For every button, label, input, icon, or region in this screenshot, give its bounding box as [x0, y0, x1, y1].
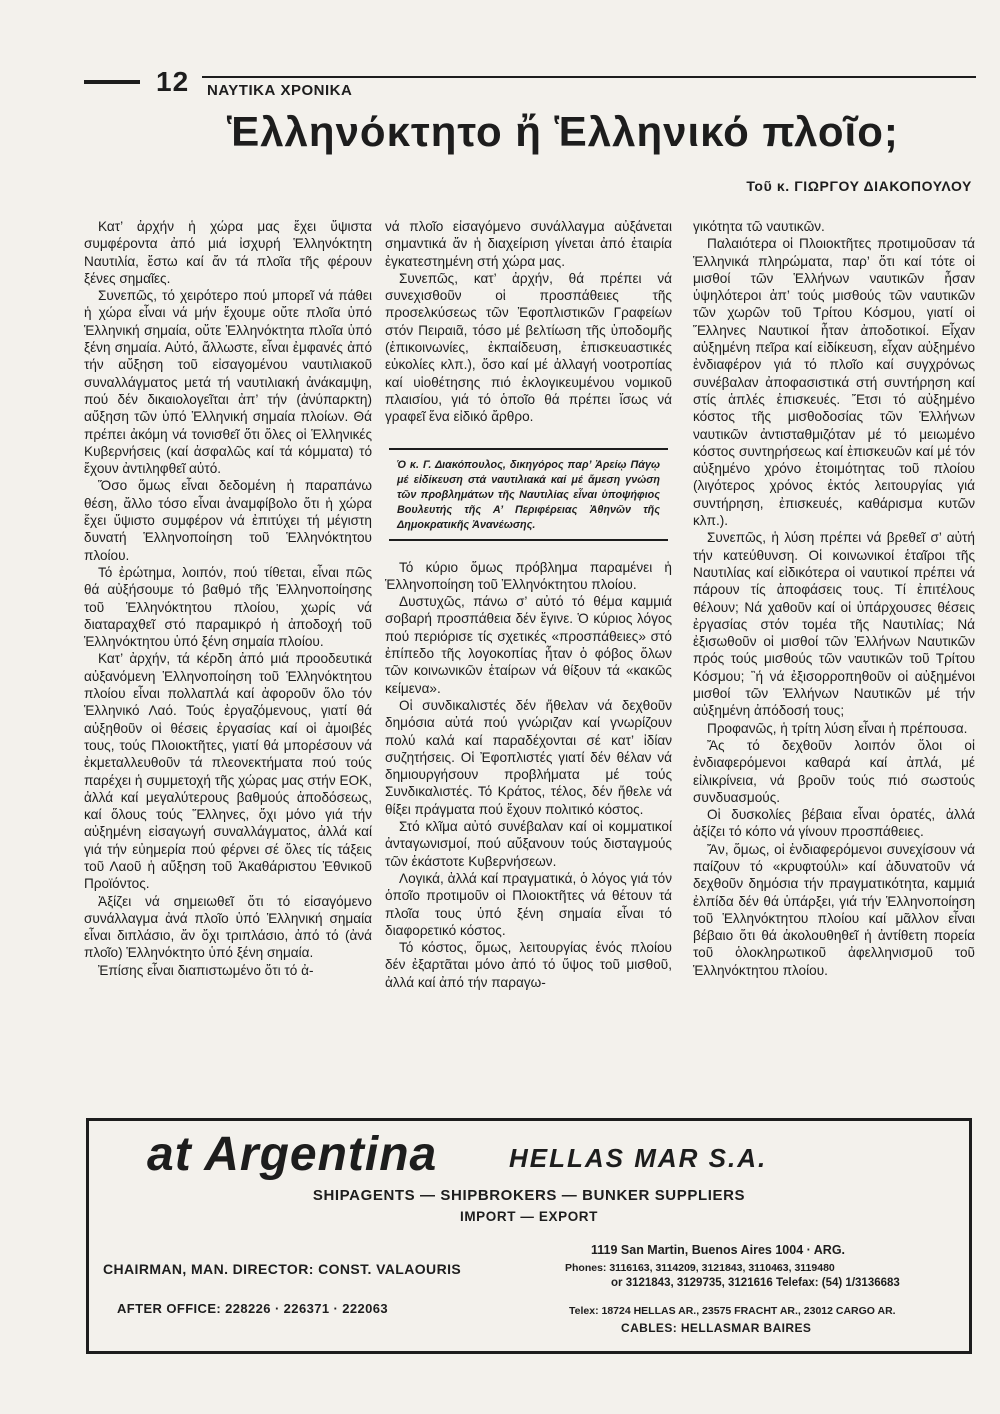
paragraph: Συνεπῶς, κατ’ ἀρχήν, θά πρέπει νά συνεχισθοῦν οἱ προσπάθειες τῆς προσελκύσεως τῶν Ἐφοπλιστικῶν Γραφείων στόν Πειραιᾶ, τόσο μέ βελτίωση τῆς ὑποδομῆς (ἐπικοινωνίες, ἐκπαίδευση, ἐπισκευαστικές εὐκολίες κλπ.), ὅσο καί μέ ἀλλαγή νοοτροπίας καί υἱοθέτησης πιό ἐκλογικευμένου νομικοῦ πλαισίου, γιά τό ὁποῖο θά πρέπει ἴσως νά γραφεῖ ἕνα εἰδικό ἄρθρο.: [385, 270, 672, 425]
paragraph: νά πλοῖο εἰσαγόμενο συνάλλαγμα αὐξάνεται σημαντικά ἄν ἡ διαχείριση γίνεται ἀπό ἑταιρία ἐγκατεστημένη στή χώρα μας.: [385, 219, 672, 269]
article-title: Ἑλληνόκτητο ἤ Ἑλληνικό πλοῖο;: [227, 108, 899, 155]
ad-after-office: AFTER OFFICE: 228226 · 226371 · 222063: [117, 1301, 388, 1316]
paragraph: Οἱ συνδικαλιστές δέν ἤθελαν νά δεχθοῦν δημόσια αὐτά πού γνώριζαν καί γνωρίζουν πολύ καλά καί παραδέχονται σέ κατ’ ἰδίαν συζητήσεις. Οἱ Ἐφοπλιστές γιατί δέν θέλαν νά δημιουργήσουν προβλήματα μέ τούς Συνδικαλιστές. Τό Κράτος, τέλος, δέν ἤθελε νά θίξει πράγματα πού ἔχουν πολιτικό κόστος.: [385, 697, 672, 817]
page-number: 12: [156, 66, 190, 97]
header-line: [202, 76, 976, 78]
paragraph: Λογικά, ἀλλά καί πραγματικά, ὁ λόγος γιά τόν ὁποῖο προτιμοῦν οἱ Πλοιοκτῆτες νά θέτουν τά πλοῖα τους ὑπό ξένη σημαία εἶναι τό διαφορετικό κόστος.: [385, 870, 672, 938]
ad-phones-fax: or 3121843, 3129735, 3121616 Telefax: (54) 1/3136683: [611, 1277, 900, 1289]
ad-telex: Telex: 18724 HELLAS AR., 23575 FRACHT AR., 23012 CARGO AR.: [569, 1305, 896, 1317]
ad-trade: IMPORT — EXPORT: [459, 1209, 598, 1224]
ad-logo-text: at Argentina: [147, 1128, 438, 1181]
paragraph: Συνεπῶς, τό χειρότερο πού μπορεῖ νά πάθει ἡ χώρα εἶναι νά μήν ἔχουμε οὔτε πλοῖα ὑπό Ἑλληνική σημαία, οὔτε Ἑλληνόκτητα πλοῖα ὑπό ξένη σημαία. Αὐτό, ἄλλωστε, εἶναι ἐμφανές ἀπό τήν αὔξηση τοῦ εἰσαγομένου ναυτιλιακοῦ συναλλάγματος μετά τή ναυτιλιακή ἀνάκαμψη, πού δέν δικαιολογεῖται ἀπ’ τήν (ἀνύπαρκτη) αὔξηση τῶν ὑπό Ἑλληνική σημαία πλοίων. Θά πρέπει ἀκόμη νά τονισθεῖ ὅτι ὅλες οἱ Ἑλληνικές Κυβερνήσεις (καί ἀσφαλῶς καί τά κόμματα) τό ἔχουν ἀντιληφθεῖ αὐτό.: [84, 288, 372, 477]
ad-address: 1119 San Martin, Buenos Aires 1004 · ARG.: [591, 1243, 846, 1257]
article-column-3: [693, 218, 975, 979]
paragraph: Οἱ δυσκολίες βέβαια εἶναι ὁρατές, ἀλλά ἀξίζει τό κόπο νά γίνουν προσπάθειες.: [693, 807, 975, 840]
paragraph: Ἐπίσης εἶναι διαπιστωμένο ὅτι τό ἀ-: [98, 962, 314, 978]
paragraph: Ἀξίζει νά σημειωθεῖ ὅτι τό εἰσαγόμενο συνάλλαγμα ἀνά πλοῖο ὑπό Ἑλληνική σημαία εἶναι διπλάσιο, ἄν ὄχι τριπλάσιο, ἀπό τό (ἀνά πλοῖο) Ἑλληνόκτητο ὑπό ξένη σημαία.: [84, 893, 372, 961]
author-bio-box: Ὁ κ. Γ. Διακόπουλος, δικηγόρος παρ’ Ἀρείῳ Πάγῳ μέ εἰδίκευση στά ναυτιλιακά καί μέ ἄμεση γνώση τῶν προβλημάτων τῆς Ναυτιλίας εἶναι ὑποψήφιος Βουλευτής τῆς Α’ Περιφέρειας Ἀθηνῶν τῆς Δημοκρατικῆς Ἀνανέωσης.: [389, 448, 668, 541]
paragraph: Ἄν, ὅμως, οἱ ἐνδιαφερόμενοι συνεχίσουν νά παίζουν τό «κρυφτούλι» καί ἀδυνατοῦν νά δεχθοῦν δημόσια τήν πραγματικότητα, καμμιά ἐλπίδα δέν θά ὑπάρξει, γιά τήν Ἑλληνοποίηση τοῦ Ἑλληνόκτητου πλοίου καί μᾶλλον εἶναι βέβαιο ὅτι θά ἀκολουθηθεῖ ἡ ἀντίθετη πορεία τοῦ ὁλοκληρωτικοῦ ἀφελληνισμοῦ τοῦ Ἑλληνόκτητου πλοίου.: [693, 841, 975, 978]
article-byline: Τοῦ κ. ΓΙΩΡΓΟΥ ΔΙΑΚΟΠΟΥΛΟΥ: [746, 178, 972, 194]
paragraph: Παλαιότερα οἱ Πλοιοκτῆτες προτιμοῦσαν τά Ἑλληνικά πληρώματα, παρ’ ὅτι καί τότε οἱ μισθοί τῶν Ἑλλήνων ναυτικῶν ἦσαν ὑψηλότεροι ἀπ’ τούς μισθούς τῶν ναυτικῶν τῶν χωρῶν τοῦ Τρίτου Κόσμου, γιατί οἱ Ἕλληνες Ναυτικοί ἦταν ἀποδοτικοί. Εἶχαν αὐξημένη πεῖρα καί εἰδίκευση, εἶχαν αὐξημένο ἐνδιαφέρον γιά τό πλοῖο καί συγχρόνως συνέβαλαν ἀποφασιστικά στή συντήρηση καί στίς ἁπλές ἐπισκευές. Ἔτσι τό αὐξημένο κόστος τῆς μισθοδοσίας τῶν Ἑλλήνων ναυτικῶν ἀντισταθμιζόταν μέ τό μειωμένο κόστος συντηρήσεως καί ἐπισκευῶν καί μέ τόν αὐξημένο χρόνο ἑτοιμότητας τοῦ πλοίου (λιγότερος χρόνος ἐκτός λειτουργίας γιά συντήρηση, ἐπισκευές, καθάρισμα κυτῶν κλπ.).: [693, 236, 975, 529]
ad-cables: CABLES: HELLASMAR BAIRES: [621, 1321, 812, 1335]
publication-name: ΝΑΥΤΙΚΑ ΧΡΟΝΙΚΑ: [207, 82, 353, 99]
paragraph: Κατ’ ἀρχήν, τά κέρδη ἀπό μιά προοδευτικά αὐξανόμενη Ἑλληνοποίηση τοῦ Ἑλληνόκτητου πλοίου εἶναι πολλαπλά καί ἀφοροῦν ὅλο τόν Ἑλληνικό Λαό. Τούς ἐργαζόμενους, γιατί θά αὐξηθοῦν οἱ θέσεις ἐργασίας καί οἱ ἀμοιβές τους, τούς Πλοιοκτῆτες, γιατί θά μπορέσουν νά ἐκμεταλλευθοῦν τά πλεονεκτήματα πού τούς παρέχει ἡ συμμετοχή τῆς χώρας μας στήν ΕΟΚ, ἀλλά καί μεγαλύτερους βαθμούς ἀποδόσεως, καί ὅλους τούς Ἕλληνες, ὄχι μόνο γιά τήν αὐξημένη εἰσαγωγή συναλλάγματος, ἀλλά καί γιά τήν εὐημερία πού φέρνει σέ ὅλες τίς τάξεις τοῦ Λαοῦ ἡ αὔξηση τοῦ Ἀκαθάριστου Ἐθνικοῦ Προϊόντος.: [84, 651, 372, 892]
paragraph: Ἄς τό δεχθοῦν λοιπόν ὅλοι οἱ ἐνδιαφερόμενοι καθαρά καί ἀπλά, μέ εἰλικρίνεια, νά βροῦν τούς πιό σωστούς συνδυασμούς.: [693, 737, 975, 805]
paragraph: Τό ἐρώτημα, λοιπόν, πού τίθεται, εἶναι πῶς θά αὐξήσουμε τό βαθμό τῆς Ἑλληνοποίησης τοῦ Ἑλληνόκτητου πλοίου, χωρίς νά διαταραχθεῖ στό παραμικρό ἡ ἀποδοχή τοῦ Ἑλληνόκτητου ὑπό ξένη σημαία πλοίου.: [84, 564, 372, 650]
ad-phones: Phones: 3116163, 3114209, 3121843, 3110463, 3119480: [565, 1262, 835, 1274]
ad-services: SHIPAGENTS — SHIPBROKERS — BUNKER SUPPLIERS: [312, 1187, 746, 1204]
paragraph: Στό κλῖμα αὐτό συνέβαλαν καί οἱ κομματικοί ἀνταγωνισμοί, πού αὔξανουν τούς δισταγμούς τῶν ἑκάστοτε Κυβερνήσεων.: [385, 819, 672, 869]
paragraph: Ὅσο ὅμως εἶναι δεδομένη ἡ παραπάνω θέση, ἄλλο τόσο εἶναι ἀναμφίβολο ὅτι ἡ χώρα ἔχει ὕψιστο συμφέρον νά ἐπιτύχει τή μέγιστη δυνατή Ἑλληνοποίηση τοῦ Ἑλληνόκτητου πλοίου.: [84, 478, 372, 563]
article-column-1: [84, 218, 372, 979]
paragraph: Προφανῶς, ἡ τρίτη λύση εἶναι ἡ πρέπουσα.: [707, 720, 968, 736]
ad-chairman: CHAIRMAN, MAN. DIRECTOR: CONST. VALAOURIS: [103, 1261, 462, 1277]
paragraph: Συνεπῶς, ἡ λύση πρέπει νά βρεθεῖ σ’ αὐτή τήν κατεύθυνση. Οἱ κοινωνικοί ἑταῖροι τῆς Ναυτιλίας καί εἰδικότερα οἱ ναυτικοί πρέπει νά πάρουν τίς ἀποφάσεις τους. Τί ἐπιτέλους θέλουν; Νά χαθοῦν καί οἱ ὑπάρχουσες θέσεις ἐργασίας στόν τομέα τῆς Ναυτιλίας; Νά ἐξισωθοῦν οἱ μισθοί τῶν Ἑλλήνων Ναυτικῶν πρός τούς μισθούς τῶν ναυτικῶν τοῦ Τρίτου Κόσμου; ῍ή νά ἐξισορροπηθοῦν οἱ αὐξημένοι μισθοί τῶν Ἑλλήνων Ναυτικῶν μέ τήν αὐξημένη ἀπόδοσή τους;: [693, 530, 975, 719]
article-column-2: [385, 218, 672, 991]
header-rule: [84, 80, 140, 84]
paragraph: Τό κόστος, ὅμως, λειτουργίας ἑνός πλοίου δέν ἐξαρτᾶται μόνο ἀπό τό ὕψος τοῦ μισθοῦ, ἀλλά καί ἀπό τήν παραγω-: [385, 940, 672, 990]
advertisement-box: [86, 1118, 972, 1354]
ad-company-name: HELLAS MAR S.A.: [509, 1143, 768, 1173]
paragraph: Δυστυχῶς, πάνω σ’ αὐτό τό θέμα καμμιά σοβαρή προσπάθεια δέν ἔγινε. Ὁ κύριος λόγος πού περιόρισε τίς σχετικές «προσπάθειες» στό ἐπίπεδο τῆς λογοκοπίας ἦταν ὁ φόβος ὅλων τῶν κοινωνικῶν ἑταίρων νά θίξουν τά «κακῶς κείμενα».: [385, 594, 672, 696]
paragraph: Τό κύριο ὅμως πρόβλημα παραμένει ἡ Ἑλληνοποίηση τοῦ Ἑλληνόκτητου πλοίου.: [385, 559, 672, 592]
paragraph: Κατ’ ἀρχήν ἡ χώρα μας ἔχει ὕψιστα συμφέροντα ἀπό μιά ἰσχυρή Ἑλληνόκτητη Ναυτιλία, ἔστω καί ἄν τά πλοῖα τῆς φέρουν ξένες σημαῖες.: [84, 219, 372, 286]
paragraph: γικότητα τῶ ναυτικῶν.: [693, 219, 825, 234]
